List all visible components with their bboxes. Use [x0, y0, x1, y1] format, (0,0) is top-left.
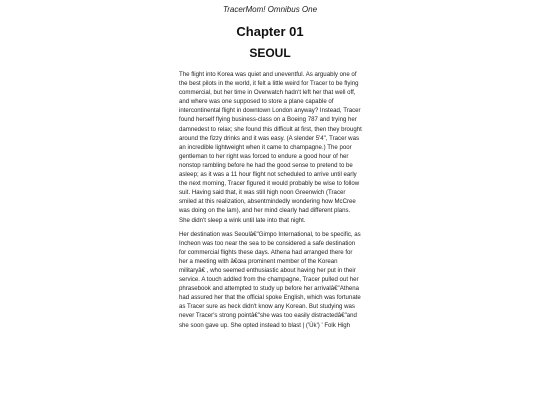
paragraph-1: The flight into Korea was quiet and uneventful. As arguably one of the best pilots in the world, it felt a little weird for Tracer to be flying commercial, but her time in Overwatch hadn't left her that well off, and where was one supposed to store a plane capable of intercontinental flight in downtown London anyway? Instead, Tracer found herself flying business-class on a Boeing 787 and trying her damnedest to relax; she found this difficult at first, then they brought around the fizzy drinks and it was easy. (A slender 5'4", Tracer was an incredible lightweight when it came to champagne.) The poor gentleman to her right was forced to endure a good hour of her nonstop rambling before he had the good sense to pretend to be asleep; as it was a 11 hour flight not scheduled to arrive until early the next morning, Tracer figured it would probably be wise to follow suit. Having said that, it was still high noon Greenwich (Tracer smiled at this realization, absentmindedly wondering how McCree was doing on the lam), and her mind clearly had different plans. She didn't sleep a wink until late into that night.: [179, 71, 362, 224]
running-header: TracerMom! Omnibus One: [222, 5, 318, 14]
chapter-title-heading: SEOUL: [249, 46, 291, 60]
paragraph-2: Her destination was Seoulâ€"Gimpo International, to be specific, as Incheon was too near the sea to be considered a safe destination for commercial flights these days. Athena had arranged there for her a meeting with â€œa prominent member of the Korean militaryâ€ , who seemed enthusiastic about having her put in their service. A touch addled from the champagne, Tracer pulled out her phrasebook and attempted to study up before her arrivalâ€"Athena had assured her that the official spoke English, which was fortunate as Tracer sure as heck didn't know any Korean. But studying was never Tracer's strong pointâ€"she was too easily distractedâ€"and she soon gave up. She opted instead to blast | ('Ùk') ' Folk High: [179, 230, 361, 329]
chapter-number-heading: Chapter 01: [236, 24, 304, 39]
body-text: [179, 70, 362, 335]
